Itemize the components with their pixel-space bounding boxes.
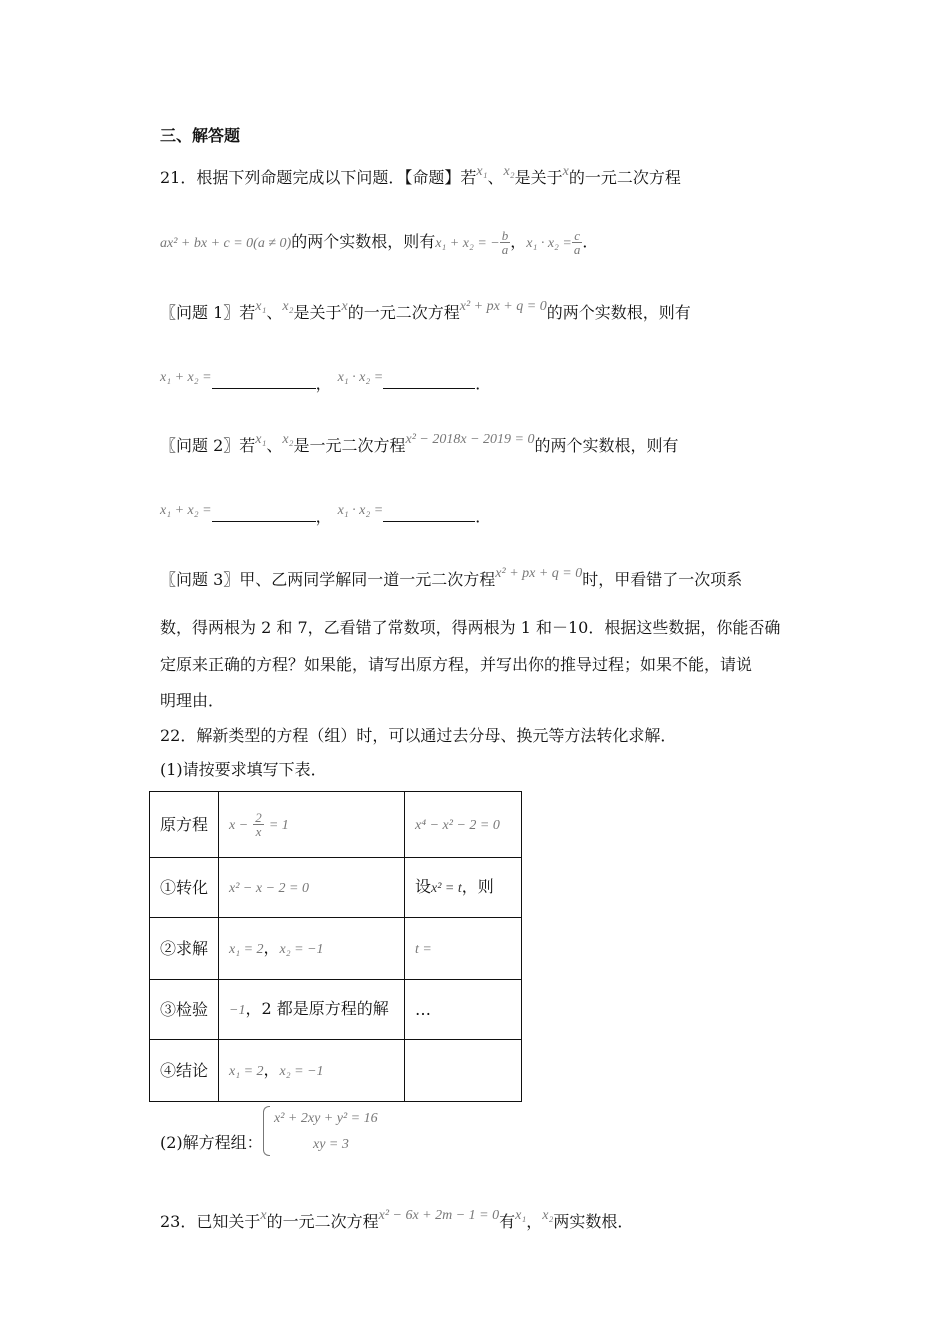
period: ． — [475, 507, 492, 526]
cell-text: ， — [263, 937, 280, 957]
q21-problem1-line — [160, 296, 691, 324]
table-cell — [219, 1040, 405, 1102]
row-label: 原方程 — [150, 792, 219, 858]
row-label: ②求解 — [150, 918, 219, 980]
math-x2: x₂ — [282, 432, 294, 447]
row-label: ③检验 — [150, 980, 219, 1040]
table-cell — [405, 792, 522, 858]
cell-text: ， — [263, 1059, 280, 1079]
math-x: x — [341, 299, 348, 314]
comma: ， — [526, 1212, 543, 1231]
answer-blank[interactable] — [212, 505, 316, 522]
q21-problem3-line4: 明理由． — [160, 691, 225, 710]
separator: 、 — [487, 168, 504, 187]
table-cell — [405, 1040, 522, 1102]
product-blank-label: x₁ · x₂ = — [337, 503, 384, 518]
fraction — [253, 811, 264, 838]
math-text: x² = t — [431, 880, 462, 896]
math-x1: x₁ — [515, 1208, 527, 1223]
table-row — [150, 980, 522, 1040]
sum-formula-lhs: x₁ + x₂ = − — [435, 236, 500, 251]
sum-blank-label: x₁ + x₂ = — [160, 503, 212, 518]
q23-text2: 有 — [499, 1212, 516, 1231]
table-row — [150, 792, 522, 858]
problem2-label: 〖问题 2〗若 — [160, 436, 256, 455]
sum-blank-label: x₁ + x₂ = — [160, 370, 212, 385]
table-row — [150, 918, 522, 980]
cell-text: 设 — [415, 876, 432, 896]
math-text: x² − x − 2 = 0 — [229, 880, 309, 896]
math-text: x₂ = −1 — [279, 1063, 324, 1079]
system-brace — [263, 1106, 270, 1156]
transform-table — [149, 791, 522, 1102]
row-label: ④结论 — [150, 1040, 219, 1102]
math-x1: x₁ — [255, 299, 267, 314]
comma: ， — [510, 232, 527, 251]
q21-intro: 21．根据下列命题完成以下问题．【命题】若 — [160, 168, 477, 187]
math-text: x₂ = −1 — [279, 941, 324, 957]
product-denominator: a — [573, 242, 581, 257]
math-text: = 1 — [268, 818, 289, 833]
math-text: −1 — [229, 1002, 246, 1018]
q21-problem2-line — [160, 429, 678, 457]
table-cell — [405, 858, 522, 918]
problem3-label: 〖问题 3〗甲、乙两同学解同一道一元二次方程 — [160, 570, 496, 589]
problem1-text: 是关于 — [293, 303, 342, 322]
numerator: 2 — [255, 810, 262, 825]
q21-formula-line — [160, 222, 598, 264]
math-x1: x₁ — [476, 164, 488, 179]
sum-denominator: a — [501, 242, 509, 257]
table-row — [150, 1040, 522, 1102]
problem3-text: 时，甲看错了一次项系 — [582, 570, 743, 589]
table-cell — [405, 918, 522, 980]
math-x: x — [562, 164, 569, 179]
cell-text: ，则 — [461, 876, 494, 896]
q23-text: 的一元二次方程 — [266, 1212, 379, 1231]
answer-blank[interactable] — [212, 372, 316, 389]
q21-problem2-blanks — [160, 500, 491, 528]
q23-end: 两实数根． — [553, 1212, 634, 1231]
math-text: t = — [415, 941, 432, 957]
answer-blank[interactable] — [383, 372, 475, 389]
cell-text: ，2 都是原方程的解 — [245, 998, 389, 1018]
problem3-equation: x² + px + q = 0 — [495, 566, 583, 581]
problem2-equation: x² − 2018x − 2019 = 0 — [405, 432, 535, 447]
problem1-text2: 的一元二次方程 — [347, 303, 460, 322]
product-blank-label: x₁ · x₂ = — [337, 370, 384, 385]
table-cell — [219, 918, 405, 980]
separator: 、 — [266, 436, 283, 455]
math-x: x — [260, 1208, 267, 1223]
table-row — [150, 858, 522, 918]
math-text: x₁ = 2 — [229, 1063, 264, 1079]
product-formula-lhs: x₁ · x₂ = — [526, 236, 572, 251]
q21-intro-line — [160, 161, 681, 189]
sum-fraction — [500, 229, 511, 256]
math-x1: x₁ — [255, 432, 267, 447]
q23-intro: 23．已知关于 — [160, 1212, 261, 1231]
problem2-text2: 的两个实数根，则有 — [534, 436, 679, 455]
problem1-equation: x² + px + q = 0 — [459, 299, 547, 314]
math-x2: x₂ — [542, 1208, 554, 1223]
q21-problem3-line2: 数，得两根为 2 和 7，乙看错了常数项，得两根为 1 和－10．根据这些数据，你能否确 — [160, 618, 781, 637]
answer-blank[interactable] — [383, 505, 475, 522]
math-text: x⁴ − x² − 2 = 0 — [415, 817, 500, 833]
math-text: x₁ = 2 — [229, 941, 264, 957]
problem1-label: 〖问题 1〗若 — [160, 303, 256, 322]
q22-part1: (1)请按要求填写下表． — [160, 760, 327, 779]
q23-line — [160, 1205, 633, 1233]
math-x2: x₂ — [503, 164, 515, 179]
sum-numerator: b — [501, 228, 509, 243]
separator: 、 — [266, 303, 283, 322]
general-equation: ax² + bx + c = 0(a ≠ 0) — [160, 236, 292, 251]
table-cell: … — [405, 980, 522, 1040]
math-x2: x₂ — [282, 299, 294, 314]
math-text: x − — [229, 818, 249, 833]
problem2-text: 是一元二次方程 — [293, 436, 406, 455]
q21-problem3-line1 — [160, 563, 742, 591]
system-eq2: xy = 3 — [313, 1137, 349, 1152]
period: ． — [582, 232, 599, 251]
row-label: ①转化 — [150, 858, 219, 918]
comma: ， — [315, 507, 332, 526]
section-title: 三、解答题 — [160, 126, 241, 145]
table-cell — [219, 980, 405, 1040]
denominator: x — [255, 824, 262, 839]
product-fraction — [572, 229, 583, 256]
q21-problem1-blanks — [160, 367, 491, 395]
product-numerator: c — [572, 229, 583, 243]
system-eq1: x² + 2xy + y² = 16 — [274, 1111, 378, 1126]
problem1-text3: 的两个实数根，则有 — [546, 303, 691, 322]
q21-mid: 是关于 — [514, 168, 563, 187]
comma: ， — [315, 374, 332, 393]
q21-problem3-line3: 定原来正确的方程？如果能，请写出原方程，并写出你的推导过程；如果不能，请说 — [160, 655, 753, 674]
table-cell — [219, 792, 405, 858]
q22-part2: (2)解方程组： — [160, 1133, 263, 1152]
period: ． — [475, 374, 492, 393]
roots-text: 的两个实数根，则有 — [291, 232, 436, 251]
table-cell — [219, 858, 405, 918]
q21-end: 的一元二次方程 — [568, 168, 681, 187]
q22-intro: 22．解新类型的方程（组）时，可以通过去分母、换元等方法转化求解． — [160, 726, 677, 745]
q23-equation: x² − 6x + 2m − 1 = 0 — [378, 1208, 500, 1223]
